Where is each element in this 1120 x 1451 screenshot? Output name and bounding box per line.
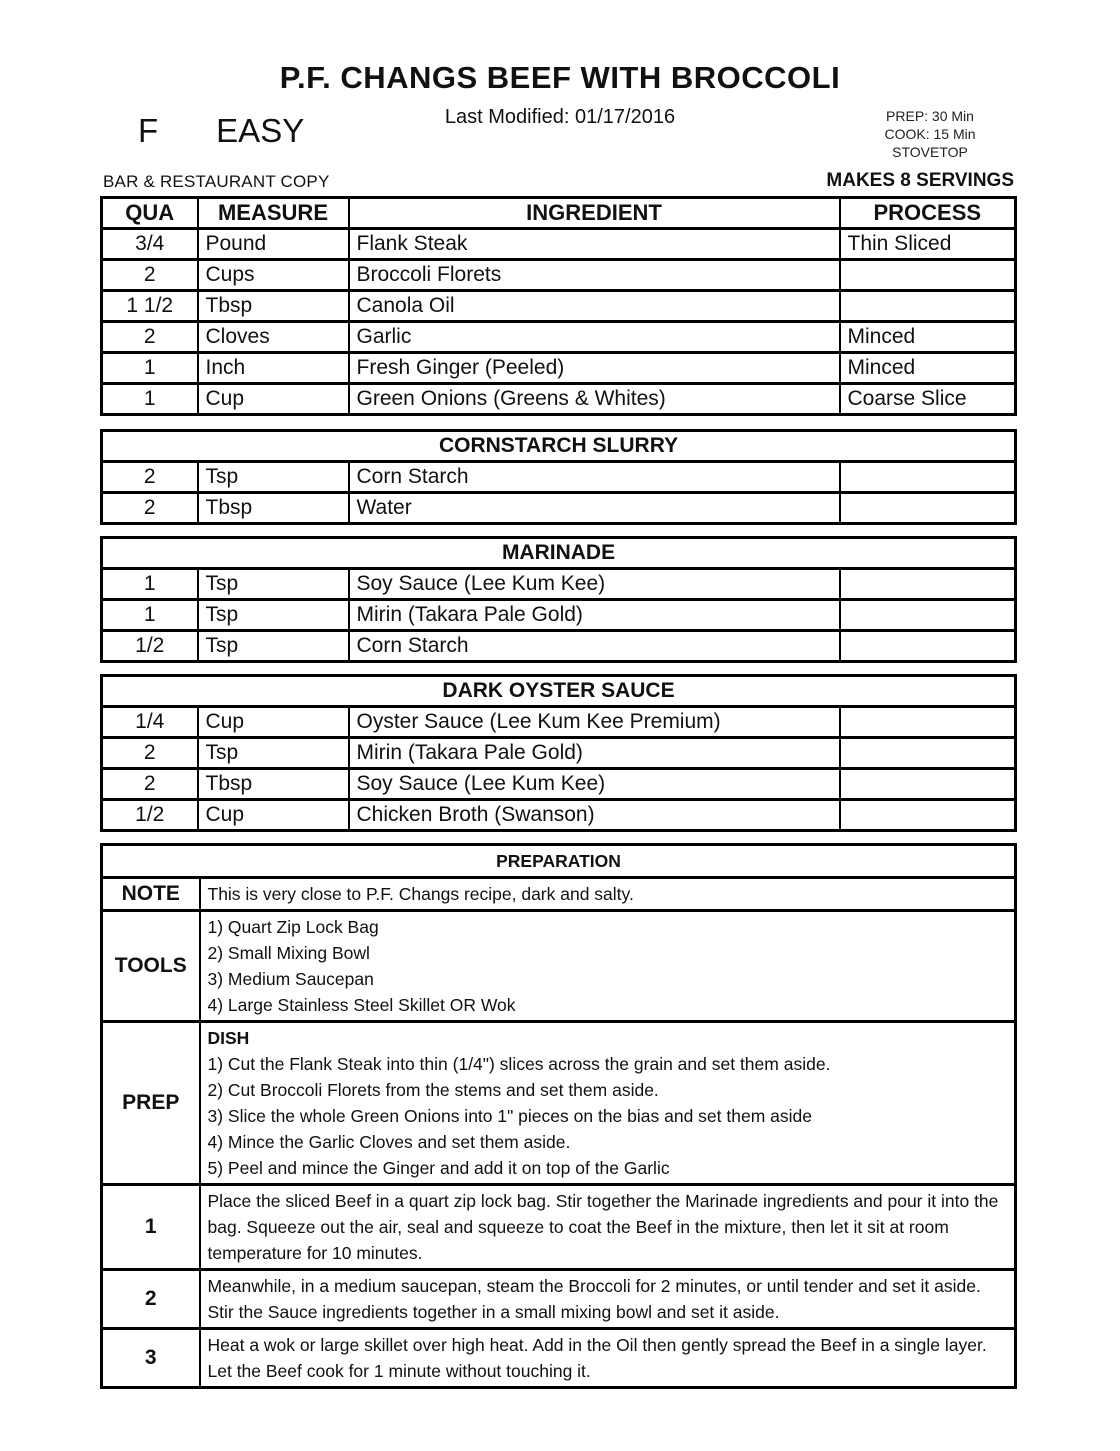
prep-step: 2) Cut Broccoli Florets from the stems and set them aside.: [207, 1080, 659, 1100]
cornstarch-slurry-table: [100, 429, 1017, 525]
process-cell: [840, 493, 1016, 524]
process-cell: [840, 631, 1016, 662]
tools-list: [200, 911, 1016, 1022]
ingredient-cell: Mirin (Takara Pale Gold): [349, 738, 840, 769]
servings-label: MAKES 8 SERVINGS: [826, 170, 1014, 191]
qty-cell: 1: [102, 353, 198, 384]
ingredient-cell: Mirin (Takara Pale Gold): [349, 600, 840, 631]
qty-cell: 1/2: [102, 631, 198, 662]
ingredient-cell: Garlic: [349, 322, 840, 353]
ingredient-row: [102, 353, 1016, 384]
ingredient-cell: Water: [349, 493, 840, 524]
measure-cell: Cup: [198, 800, 349, 831]
measure-cell: Tbsp: [198, 769, 349, 800]
col-header-process: PROCESS: [840, 198, 1016, 229]
tool-item: 2) Small Mixing Bowl: [207, 943, 370, 963]
section-title-row: [102, 538, 1016, 569]
tool-item: 1) Quart Zip Lock Bag: [207, 917, 379, 937]
measure-cell: Tsp: [198, 738, 349, 769]
section-title: MARINADE: [102, 538, 1016, 569]
ingredient-row: [102, 800, 1016, 831]
measure-cell: Cloves: [198, 322, 349, 353]
last-modified-label: Last Modified: 01/17/2016: [444, 106, 676, 128]
ingredient-row: [102, 229, 1016, 260]
section-title: CORNSTARCH SLURRY: [102, 431, 1016, 462]
qty-cell: 1 1/2: [102, 291, 198, 322]
col-header-ingredient: INGREDIENT: [349, 198, 840, 229]
measure-cell: Tsp: [198, 569, 349, 600]
step-number: 3: [102, 1329, 200, 1388]
process-cell: [840, 260, 1016, 291]
qty-cell: 1/2: [102, 800, 198, 831]
step-text: Place the sliced Beef in a quart zip lock bag. Stir together the Marinade ingredients and pour it into the bag. Squeeze out the air, seal and squeeze to coat the Beef in the mixture, then let it sit at room temperature for 10 minutes.: [200, 1185, 1016, 1270]
step-text: Heat a wok or large skillet over high heat. Add in the Oil then gently spread the Beef in a single layer. Let the Beef cook for 1 minute without touching it.: [200, 1329, 1016, 1388]
ingredients-header-row: [102, 198, 1016, 229]
prep-step: 5) Peel and mince the Ginger and add it on top of the Garlic: [207, 1158, 670, 1178]
note-row: [102, 878, 1016, 911]
step-row: [102, 1270, 1016, 1329]
section-title-row: [102, 676, 1016, 707]
qty-cell: 1: [102, 600, 198, 631]
prep-step: 1) Cut the Flank Steak into thin (1/4") slices across the grain and set them aside.: [207, 1054, 831, 1074]
grade-letter: F: [138, 112, 159, 149]
process-cell: Minced: [840, 353, 1016, 384]
cook-method: STOVETOP: [892, 144, 968, 160]
ingredient-cell: Chicken Broth (Swanson): [349, 800, 840, 831]
qty-cell: 2: [102, 738, 198, 769]
ingredient-cell: Fresh Ginger (Peeled): [349, 353, 840, 384]
ingredient-row: [102, 600, 1016, 631]
ingredient-row: [102, 384, 1016, 415]
ingredient-cell: Soy Sauce (Lee Kum Kee): [349, 769, 840, 800]
ingredient-row: [102, 462, 1016, 493]
marinade-table: [100, 536, 1017, 663]
grade-difficulty: [138, 112, 304, 150]
measure-cell: Cup: [198, 707, 349, 738]
ingredient-row: [102, 769, 1016, 800]
col-header-qua: QUA: [102, 198, 198, 229]
note-text: This is very close to P.F. Changs recipe, dark and salty.: [200, 878, 1016, 911]
tool-item: 3) Medium Saucepan: [207, 969, 374, 989]
difficulty-label: EASY: [216, 112, 305, 149]
measure-cell: Cup: [198, 384, 349, 415]
process-cell: Thin Sliced: [840, 229, 1016, 260]
measure-cell: Inch: [198, 353, 349, 384]
process-cell: [840, 600, 1016, 631]
process-cell: [840, 800, 1016, 831]
col-header-measure: MEASURE: [198, 198, 349, 229]
ingredient-cell: Soy Sauce (Lee Kum Kee): [349, 569, 840, 600]
prep-list: [200, 1022, 1016, 1185]
cook-time: COOK: 15 Min: [884, 126, 976, 142]
qty-cell: 1: [102, 384, 198, 415]
measure-cell: Tsp: [198, 600, 349, 631]
ingredient-cell: Corn Starch: [349, 631, 840, 662]
ingredient-row: [102, 707, 1016, 738]
ingredient-row: [102, 291, 1016, 322]
copy-label: BAR & RESTAURANT COPY: [103, 172, 330, 191]
ingredient-row: [102, 493, 1016, 524]
tool-item: 4) Large Stainless Steel Skillet OR Wok: [207, 995, 516, 1015]
ingredient-row: [102, 322, 1016, 353]
step-text: Meanwhile, in a medium saucepan, steam the Broccoli for 2 minutes, or until tender and set it aside. Stir the Sauce ingredients together in a small mixing bowl and set it aside.: [200, 1270, 1016, 1329]
qty-cell: 2: [102, 322, 198, 353]
ingredient-cell: Flank Steak: [349, 229, 840, 260]
ingredient-cell: Green Onions (Greens & Whites): [349, 384, 840, 415]
qty-cell: 1: [102, 569, 198, 600]
ingredient-row: [102, 631, 1016, 662]
section-title-row: [102, 431, 1016, 462]
note-label: NOTE: [102, 878, 200, 911]
ingredient-row: [102, 569, 1016, 600]
ingredient-cell: Canola Oil: [349, 291, 840, 322]
tools-label: TOOLS: [102, 911, 200, 1022]
prep-time: PREP: 30 Min: [886, 108, 974, 124]
section-title: DARK OYSTER SAUCE: [102, 676, 1016, 707]
process-cell: Coarse Slice: [840, 384, 1016, 415]
preparation-title: PREPARATION: [102, 845, 1016, 878]
measure-cell: Tbsp: [198, 291, 349, 322]
qty-cell: 2: [102, 493, 198, 524]
step-number: 2: [102, 1270, 200, 1329]
time-info: [830, 107, 1030, 161]
process-cell: [840, 707, 1016, 738]
ingredient-cell: Oyster Sauce (Lee Kum Kee Premium): [349, 707, 840, 738]
process-cell: Minced: [840, 322, 1016, 353]
preparation-title-row: [102, 845, 1016, 878]
ingredients-table: [100, 196, 1017, 416]
dark-oyster-sauce-table: [100, 674, 1017, 832]
qty-cell: 1/4: [102, 707, 198, 738]
prep-label: PREP: [102, 1022, 200, 1185]
qty-cell: 2: [102, 260, 198, 291]
measure-cell: Tsp: [198, 462, 349, 493]
measure-cell: Cups: [198, 260, 349, 291]
prep-step: 4) Mince the Garlic Cloves and set them aside.: [207, 1132, 571, 1152]
prep-row: [102, 1022, 1016, 1185]
process-cell: [840, 569, 1016, 600]
preparation-table: [100, 843, 1017, 1389]
measure-cell: Pound: [198, 229, 349, 260]
step-row: [102, 1185, 1016, 1270]
ingredient-cell: Broccoli Florets: [349, 260, 840, 291]
process-cell: [840, 738, 1016, 769]
process-cell: [840, 769, 1016, 800]
ingredient-cell: Corn Starch: [349, 462, 840, 493]
document-header: [0, 0, 1120, 196]
qty-cell: 2: [102, 769, 198, 800]
measure-cell: Tsp: [198, 631, 349, 662]
qty-cell: 2: [102, 462, 198, 493]
qty-cell: 3/4: [102, 229, 198, 260]
process-cell: [840, 462, 1016, 493]
prep-step: 3) Slice the whole Green Onions into 1" pieces on the bias and set them aside: [207, 1106, 812, 1126]
step-number: 1: [102, 1185, 200, 1270]
ingredient-row: [102, 738, 1016, 769]
step-row: [102, 1329, 1016, 1388]
measure-cell: Tbsp: [198, 493, 349, 524]
process-cell: [840, 291, 1016, 322]
prep-heading: DISH: [207, 1028, 250, 1048]
ingredient-row: [102, 260, 1016, 291]
page-title: P.F. CHANGS BEEF WITH BROCCOLI: [279, 60, 841, 95]
tools-row: [102, 911, 1016, 1022]
